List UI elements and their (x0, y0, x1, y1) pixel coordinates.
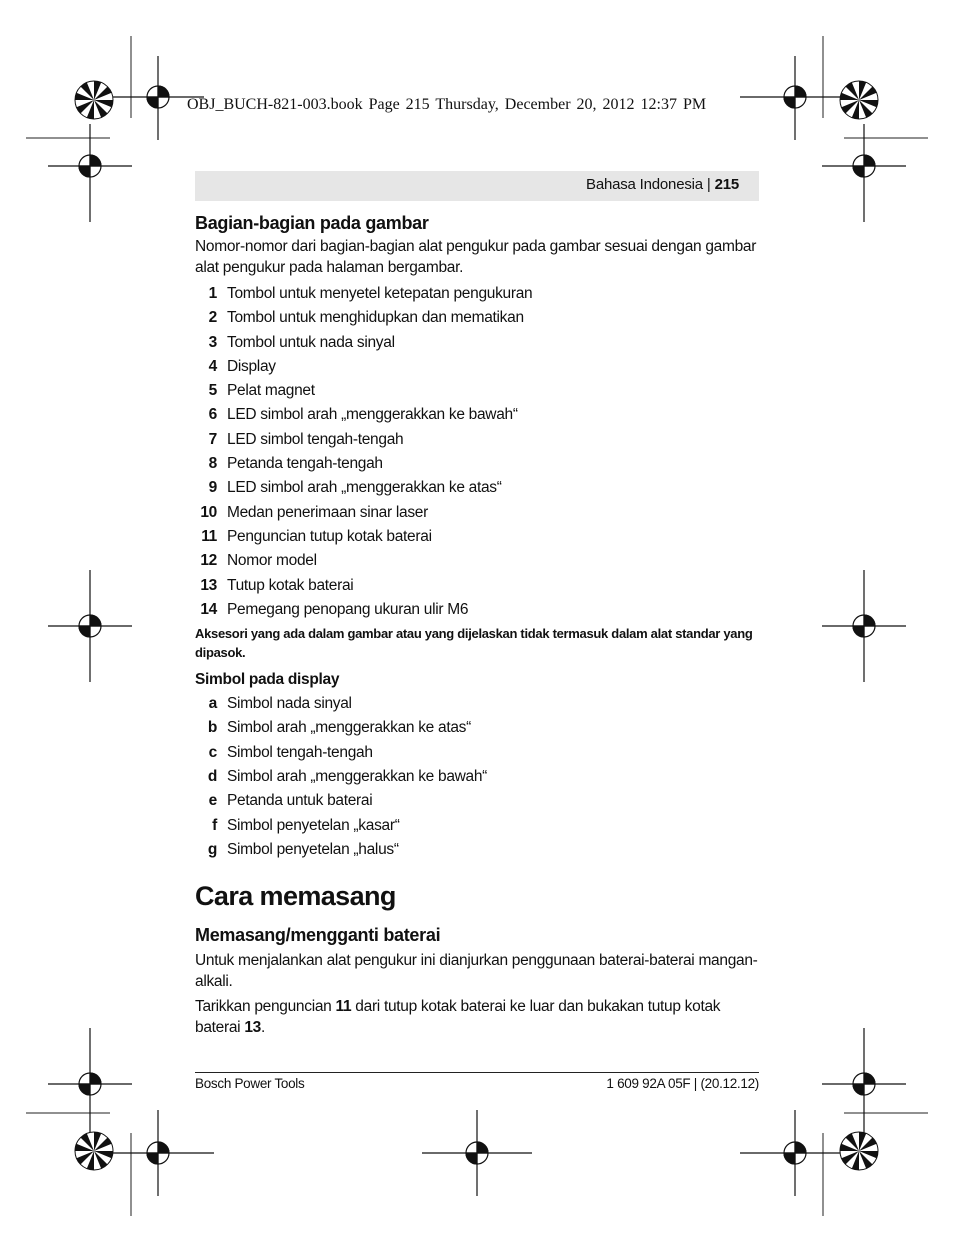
item-number: 13 (200, 576, 217, 594)
list-item (195, 452, 761, 476)
parts-list (195, 282, 761, 622)
item-text: Tombol untuk nada sinyal (227, 333, 395, 351)
running-header (195, 171, 759, 201)
item-number: 1 (208, 285, 217, 302)
list-item (195, 428, 761, 452)
item-text: Simbol penyetelan „kasar“ (227, 816, 400, 834)
item-text: Simbol nada sinyal (227, 695, 352, 713)
battery-paragraph-2 (195, 996, 761, 1038)
item-number: 6 (208, 406, 217, 424)
item-text: Display (227, 357, 276, 375)
list-item (195, 692, 761, 716)
list-item (195, 598, 761, 622)
registration-target-icon (822, 124, 906, 222)
registration-target-icon (48, 570, 132, 682)
item-number: 10 (200, 503, 217, 521)
registration-target-icon (112, 1110, 214, 1196)
list-item (195, 525, 761, 549)
registration-target-icon (822, 1028, 906, 1140)
item-number: 12 (200, 552, 217, 570)
registration-target-icon (48, 1028, 132, 1140)
page-content (195, 210, 761, 1042)
item-number: 5 (208, 382, 217, 400)
item-letter: e (208, 792, 217, 810)
section-title-display-symbols: Simbol pada display (195, 671, 340, 689)
item-text: Simbol arah „menggerakkan ke atas“ (227, 719, 471, 737)
registration-target-icon (822, 570, 906, 682)
para2-text-e: . (260, 1019, 265, 1037)
item-letter: a (208, 695, 217, 713)
para2-text-c: dari tutup kotak baterai ke luar dan bukakan tutup kotak baterai (195, 998, 721, 1037)
item-text: LED simbol tengah-tengah (227, 430, 404, 448)
footer-doc-id: 1 609 92A 05F | (20.12.12) (606, 1076, 759, 1091)
slug-time: 12:37 PM (640, 96, 707, 113)
item-text: Tombol untuk menghidupkan dan mematikan (227, 309, 524, 327)
item-text: Pelat magnet (227, 382, 315, 400)
item-number: 7 (208, 430, 217, 448)
header-separator: | (706, 176, 711, 193)
list-item (195, 814, 761, 838)
slug-page: Page 215 (368, 96, 430, 113)
item-number: 2 (208, 309, 217, 327)
registration-target-icon (422, 1110, 532, 1196)
item-text: Nomor model (227, 552, 317, 570)
item-text: Tutup kotak baterai (227, 576, 354, 594)
list-item (195, 789, 761, 813)
list-item (195, 765, 761, 789)
star-target-icon (75, 1132, 113, 1170)
header-page-number: 215 (714, 176, 739, 193)
star-target-icon (840, 81, 878, 119)
item-text: Penguncian tutup kotak baterai (227, 527, 432, 545)
list-item (195, 355, 761, 379)
chapter-subtitle: Memasang/mengganti baterai (195, 925, 441, 946)
list-item (195, 282, 761, 306)
item-text: Simbol arah „menggerakkan ke bawah“ (227, 768, 488, 786)
list-item (195, 838, 761, 862)
list-item (195, 574, 761, 598)
list-item (195, 331, 761, 355)
slug-file: OBJ_BUCH-821-003.book (187, 96, 363, 113)
item-text: Petanda tengah-tengah (227, 455, 383, 473)
item-number: 4 (208, 357, 217, 375)
item-text: Simbol penyetelan „halus“ (227, 840, 399, 858)
item-text: Petanda untuk baterai (227, 792, 373, 810)
list-item (195, 741, 761, 765)
item-text: LED simbol arah „menggerakkan ke atas“ (227, 479, 502, 497)
list-item (195, 501, 761, 525)
list-item (195, 403, 761, 427)
item-text: Simbol tengah-tengah (227, 743, 373, 761)
section-intro: Nomor-nomor dari bagian-bagian alat pengukur pada gambar sesuai dengan gambar alat pengukur pada halaman bergambar. (195, 238, 757, 276)
item-number: 9 (208, 479, 217, 497)
display-symbols-list (195, 692, 761, 862)
print-slug (187, 96, 706, 114)
header-text (586, 176, 739, 193)
item-number: 8 (208, 455, 217, 473)
registration-target-icon (48, 124, 132, 222)
item-letter: d (207, 768, 217, 786)
item-text: Pemegang penopang ukuran ulir M6 (227, 600, 469, 618)
list-item (195, 549, 761, 573)
star-target-icon (75, 81, 113, 119)
item-number: 3 (208, 333, 217, 351)
item-text: LED simbol arah „menggerakkan ke bawah“ (227, 406, 518, 424)
item-text: Tombol untuk menyetel ketepatan pengukuran (227, 285, 533, 302)
battery-paragraph-1: Untuk menjalankan alat pengukur ini dianjurkan penggunaan baterai-baterai mangan-alkali. (195, 952, 758, 991)
item-letter: f (212, 816, 217, 834)
item-number: 14 (200, 600, 217, 618)
item-letter: g (207, 840, 217, 858)
registration-target-icon (740, 56, 846, 140)
list-item (195, 379, 761, 403)
list-item (195, 716, 761, 740)
item-letter: b (207, 719, 217, 737)
item-text: Medan penerimaan sinar laser (227, 503, 428, 521)
accessory-note: Aksesori yang ada dalam gambar atau yang dijelaskan tidak termasuk dalam alat standar yang dipasok. (195, 626, 753, 661)
slug-day: Thursday, December 20, 2012 (435, 96, 635, 113)
item-number: 11 (201, 527, 217, 545)
list-item (195, 306, 761, 330)
section-title-parts: Bagian-bagian pada gambar (195, 213, 429, 233)
footer-rule (195, 1072, 759, 1073)
star-target-icon (840, 1132, 878, 1170)
para2-text-a: Tarikkan penguncian (195, 998, 336, 1016)
para2-ref-13: 13 (244, 1019, 261, 1037)
list-item (195, 476, 761, 500)
footer-brand: Bosch Power Tools (195, 1076, 305, 1091)
chapter-title: Cara memasang (195, 881, 396, 912)
header-language: Bahasa Indonesia (586, 176, 703, 193)
para2-ref-11: 11 (335, 998, 352, 1016)
registration-target-icon (740, 1110, 846, 1196)
item-letter: c (208, 743, 217, 761)
